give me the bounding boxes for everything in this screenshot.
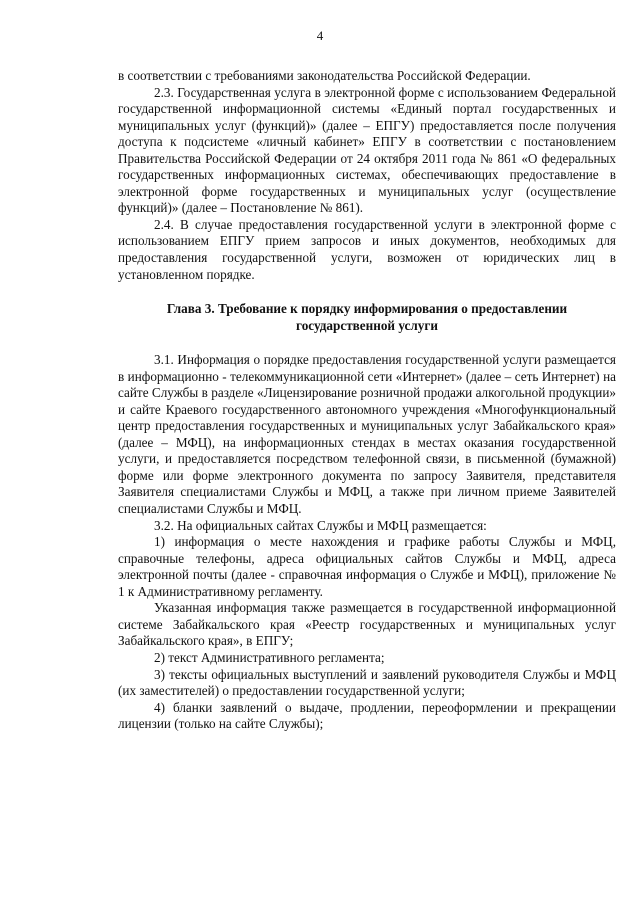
paragraph-2-4: 2.4. В случае предоставления государственной услуги в электронной форме с использованием ЕПГУ прием запросов и иных документов, необходимых для предоставления государственной услуги, возможен от юридических лиц в установленном порядке. xyxy=(118,216,616,282)
list-item-2: 2) текст Административного регламента; xyxy=(154,649,385,665)
paragraph-continuation: в соответствии с требованиями законодательства Российской Федерации. xyxy=(118,68,531,83)
page-number: 4 xyxy=(316,28,324,43)
list-item-3: 3) тексты официальных выступлений и заявлений руководителя Службы и МФЦ (их заместителей) о предоставлении государственной услуги; xyxy=(118,666,616,699)
list-item-1: 1) информация о месте нахождения и графике работы Службы и МФЦ, справочные телефоны, адреса официальных сайтов Службы и МФЦ, адреса электронной почты (далее - справочная информация о Службе и МФЦ), приложение № 1 к Административному регламенту. xyxy=(118,534,616,599)
list-item-4: 4) бланки заявлений о выдаче, продлении, переоформлении и прекращении лицензии (только на сайте Службы); xyxy=(118,699,616,732)
paragraph-3-1: 3.1. Информация о порядке предоставления государственной услуги размещается в информационно - телекоммуникационной сети «Интернет» (далее – сеть Интернет) на сайте Службы в разделе «Лицензирование розничной продажи алкогольной продукции» и сайте Краевого государственного автономного учреждения «Многофункциональный центр предоставления государственных и муниципальных услуг Забайкальского края» (далее – МФЦ), на информационных стендах в местах оказания государственной услуги, и предоставляется посредством телефонной связи, в письменной (бумажной) форме или форме электронного документа по запросу Заявителя, представителя Заявителя специалистами Службы и МФЦ, а также при личном приеме Заявителей специалистами Службы и МФЦ. xyxy=(118,352,616,517)
document-body xyxy=(118,68,616,733)
paragraph-3-2: 3.2. На официальных сайтах Службы и МФЦ размещается: xyxy=(154,517,487,533)
list-item-1-note: Указанная информация также размещается в государственной информационной системе Забайкальского края «Реестр государственных и муниципальных услуг Забайкальского края», в ЕПГУ; xyxy=(118,600,616,649)
paragraph-2-3: 2.3. Государственная услуга в электронной форме с использованием Федеральной государственной информационной системы «Единый портал государственных и муниципальных услуг (функций)» (далее – ЕПГУ) предоставляется после получения доступа к подсистеме «личный кабинет» ЕПГУ в соответствии с постановлением Правительства Российской Федерации от 24 октября 2011 года № 861 «О федеральных государственных информационных системах, обеспечивающих предоставление в электронной форме государственных и муниципальных услуг (осуществление функций)» (далее – Постановление № 861). xyxy=(118,84,616,216)
chapter-heading: Глава 3. Требование к порядку информирования о предоставлении государственной услуги xyxy=(166,301,568,334)
